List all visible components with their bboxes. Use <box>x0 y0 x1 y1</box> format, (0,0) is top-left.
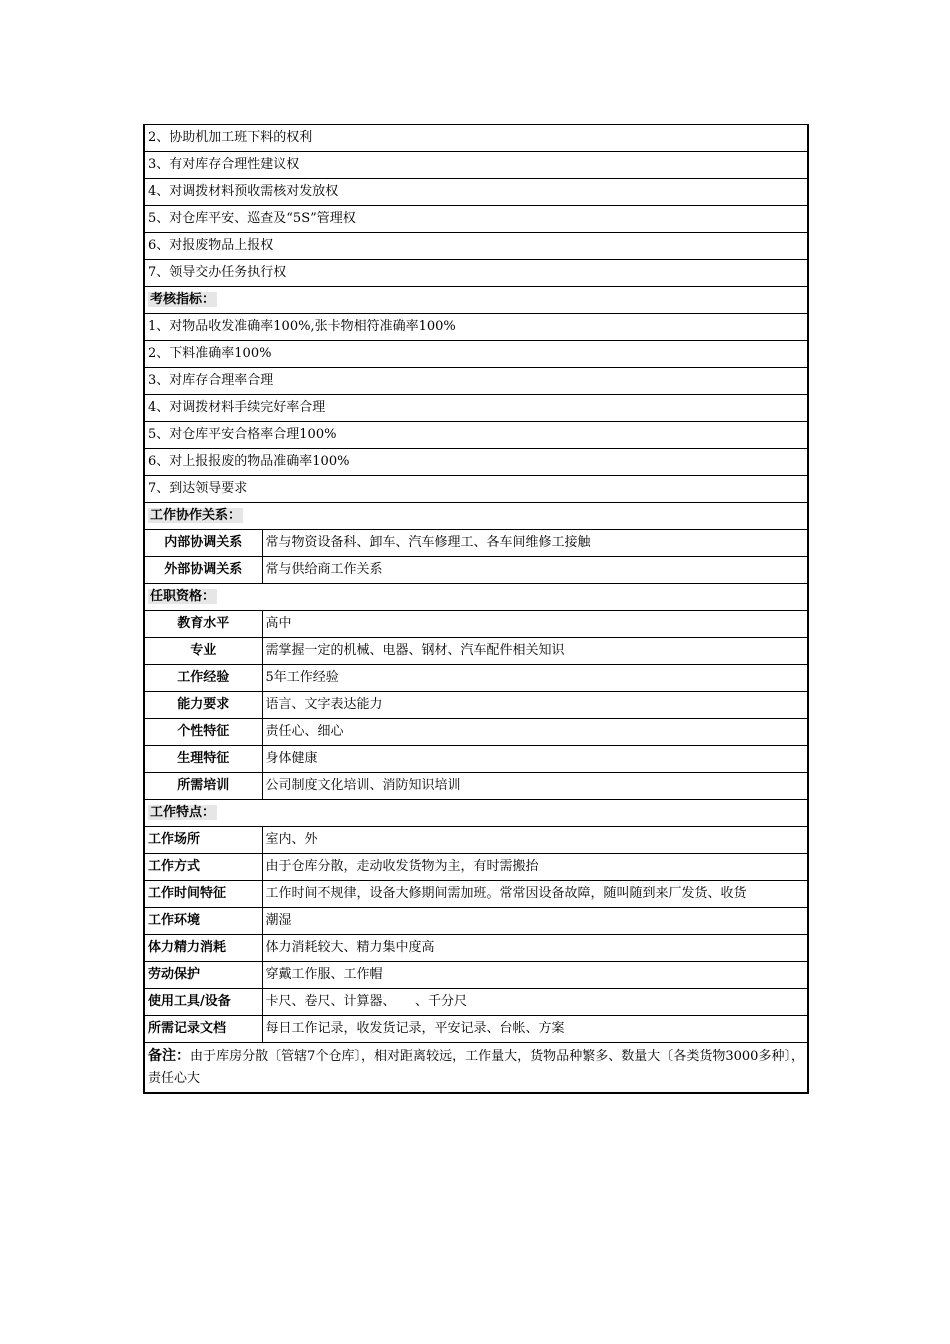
cooperation-row <box>144 530 808 557</box>
features-label: 体力精力消耗 <box>144 935 262 962</box>
features-value: 室内、外 <box>262 827 808 854</box>
cooperation-section-title: 工作协作关系： <box>150 508 242 523</box>
qualification-label: 工作经验 <box>144 665 262 692</box>
job-description-table <box>143 124 809 1094</box>
cooperation-label: 内部协调关系 <box>144 530 262 557</box>
kpi-header-row <box>144 287 808 314</box>
note-label: 备注： <box>148 1047 191 1064</box>
kpi-row <box>144 368 808 395</box>
qualification-label: 所需培训 <box>144 773 262 800</box>
note-cell <box>144 1043 808 1093</box>
features-label: 工作环境 <box>144 908 262 935</box>
qualification-value: 语言、文字表达能力 <box>262 692 808 719</box>
rights-item: 6、对报废物品上报权 <box>144 233 808 260</box>
features-value: 每日工作记录，收发货记录，平安记录、台帐、方案 <box>262 1016 808 1043</box>
qualification-row <box>144 746 808 773</box>
kpi-item: 7、到达领导要求 <box>144 476 808 503</box>
note-text: 由于库房分散〔管辖7个仓库〕，相对距离较远，工作量大，货物品种繁多、数量大〔各类货物3000多种〕，责任心大 <box>148 1048 805 1086</box>
qualification-row <box>144 665 808 692</box>
cooperation-row <box>144 557 808 584</box>
rights-row <box>144 233 808 260</box>
qualification-label: 个性特征 <box>144 719 262 746</box>
kpi-row <box>144 314 808 341</box>
rights-item: 2、协助机加工班下料的权利 <box>144 125 808 152</box>
kpi-item: 3、对库存合理率合理 <box>144 368 808 395</box>
features-label: 工作方式 <box>144 854 262 881</box>
features-row <box>144 881 808 908</box>
qualification-value: 身体健康 <box>262 746 808 773</box>
features-section-title: 工作特点： <box>150 805 216 820</box>
features-value: 工作时间不规律，设备大修期间需加班。常常因设备故障，随叫随到来厂发货、收货 <box>262 881 808 908</box>
features-value: 体力消耗较大、精力集中度高 <box>262 935 808 962</box>
features-header-row <box>144 800 808 827</box>
rights-row <box>144 260 808 287</box>
features-label: 劳动保护 <box>144 962 262 989</box>
rights-item: 5、对仓库平安、巡查及“5S”管理权 <box>144 206 808 233</box>
qualification-row <box>144 692 808 719</box>
features-label: 工作场所 <box>144 827 262 854</box>
features-row <box>144 962 808 989</box>
features-row <box>144 1016 808 1043</box>
rights-item: 4、对调拨材料预收需核对发放权 <box>144 179 808 206</box>
features-label: 所需记录文档 <box>144 1016 262 1043</box>
features-row <box>144 827 808 854</box>
cooperation-value: 常与供给商工作关系 <box>262 557 808 584</box>
qualification-header-row <box>144 584 808 611</box>
rights-item: 3、有对库存合理性建议权 <box>144 152 808 179</box>
kpi-section-title: 考核指标： <box>150 292 216 307</box>
qualification-label: 生理特征 <box>144 746 262 773</box>
qualification-section-title: 任职资格： <box>150 589 216 604</box>
rights-row <box>144 152 808 179</box>
features-row <box>144 854 808 881</box>
qualification-value: 5年工作经验 <box>262 665 808 692</box>
cooperation-value: 常与物资设备科、卸车、汽车修理工、各车间维修工接触 <box>262 530 808 557</box>
features-value: 潮湿 <box>262 908 808 935</box>
qualification-label: 能力要求 <box>144 692 262 719</box>
rights-row <box>144 206 808 233</box>
rights-row <box>144 125 808 152</box>
kpi-item: 2、下料准确率100% <box>144 341 808 368</box>
kpi-row <box>144 476 808 503</box>
features-value: 穿戴工作服、工作帽 <box>262 962 808 989</box>
rights-item: 7、领导交办任务执行权 <box>144 260 808 287</box>
kpi-item: 4、对调拨材料手续完好率合理 <box>144 395 808 422</box>
features-row <box>144 908 808 935</box>
kpi-row <box>144 341 808 368</box>
kpi-row <box>144 449 808 476</box>
cooperation-label: 外部协调关系 <box>144 557 262 584</box>
qualification-row <box>144 638 808 665</box>
kpi-item: 1、对物品收发准确率100%,张卡物相符准确率100% <box>144 314 808 341</box>
qualification-value: 高中 <box>262 611 808 638</box>
kpi-row <box>144 395 808 422</box>
qualification-label: 专业 <box>144 638 262 665</box>
qualification-label: 教育水平 <box>144 611 262 638</box>
rights-row <box>144 179 808 206</box>
features-label: 工作时间特征 <box>144 881 262 908</box>
features-label: 使用工具/设备 <box>144 989 262 1016</box>
qualification-value: 责任心、细心 <box>262 719 808 746</box>
qualification-row <box>144 611 808 638</box>
features-value: 卡尺、卷尺、计算器、 、千分尺 <box>262 989 808 1016</box>
kpi-row <box>144 422 808 449</box>
kpi-item: 5、对仓库平安合格率合理100% <box>144 422 808 449</box>
cooperation-header-row <box>144 503 808 530</box>
note-row <box>144 1043 808 1093</box>
features-row <box>144 935 808 962</box>
features-row <box>144 989 808 1016</box>
qualification-value: 公司制度文化培训、消防知识培训 <box>262 773 808 800</box>
features-value: 由于仓库分散，走动收发货物为主，有时需搬抬 <box>262 854 808 881</box>
qualification-value: 需掌握一定的机械、电器、钢材、汽车配件相关知识 <box>262 638 808 665</box>
qualification-row <box>144 719 808 746</box>
kpi-item: 6、对上报报废的物品准确率100% <box>144 449 808 476</box>
qualification-row <box>144 773 808 800</box>
